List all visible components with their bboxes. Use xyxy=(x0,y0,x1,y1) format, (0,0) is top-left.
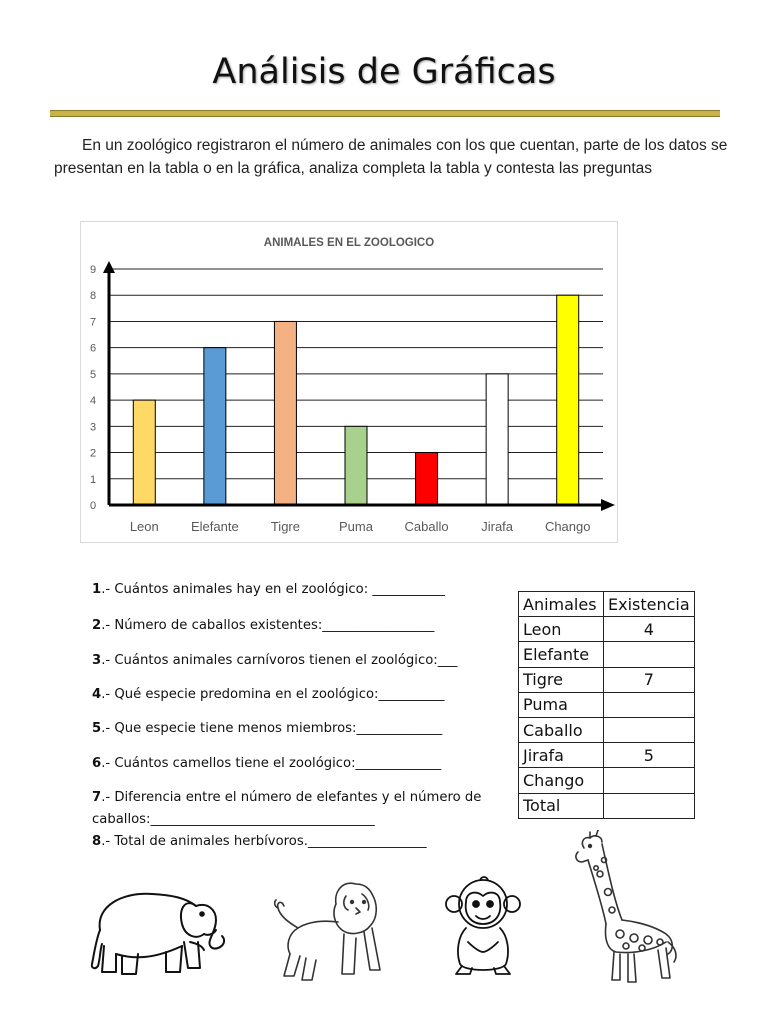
table-cell-count[interactable]: 5 xyxy=(604,743,695,768)
y-tick-label: 9 xyxy=(89,264,97,276)
bar-caballo xyxy=(416,453,438,505)
table-cell-count[interactable] xyxy=(604,768,695,793)
x-tick-label: Caballo xyxy=(404,519,449,534)
table-row xyxy=(519,617,695,642)
question-2 xyxy=(92,618,434,633)
elephant-icon xyxy=(86,884,232,980)
question-7 xyxy=(92,787,497,831)
table-row xyxy=(519,717,695,742)
table-cell-animal: Jirafa xyxy=(519,743,604,768)
question-number: 8 xyxy=(92,834,102,849)
question-text: .- Cuántos animales hay en el zoológico: ___________ xyxy=(101,582,445,597)
question-text: .- Qué especie predomina en el zoológico:__________ xyxy=(101,687,445,702)
title-divider xyxy=(50,110,720,117)
x-tick-label: Puma xyxy=(339,519,373,534)
table-cell-count[interactable] xyxy=(604,642,695,667)
y-tick-label: 0 xyxy=(89,500,97,512)
table-cell-count[interactable] xyxy=(604,692,695,717)
table-cell-animal: Caballo xyxy=(519,717,604,742)
table-cell-animal: Total xyxy=(519,793,604,818)
y-tick-label: 8 xyxy=(89,290,97,303)
x-tick-label: Leon xyxy=(129,519,159,534)
bar-chart-svg xyxy=(81,222,617,542)
question-text: .- Que especie tiene menos miembros:_____________ xyxy=(101,721,443,736)
table-cell-count[interactable] xyxy=(604,717,695,742)
page-title: Análisis de Gráficas xyxy=(212,52,556,92)
y-tick-label: 1 xyxy=(89,473,97,486)
table-cell-animal: Elefante xyxy=(519,642,604,667)
giraffe-icon xyxy=(570,830,686,986)
table-cell-count[interactable] xyxy=(604,793,695,818)
x-tick-label: Tigre xyxy=(270,519,300,534)
y-tick-label: 3 xyxy=(89,421,97,434)
bar-elefante xyxy=(204,348,226,505)
table-row xyxy=(519,743,695,768)
intro-paragraph: En un zoológico registraron el número de animales con los que cuentan, parte de los datos se presentan en la tabla o en la gráfica, analiza completa la tabla y contesta las preguntas xyxy=(54,137,728,177)
question-4 xyxy=(92,687,444,702)
question-number: 1 xyxy=(92,582,102,597)
y-tick-label: 4 xyxy=(89,395,97,408)
chart-title: ANIMALES EN EL ZOOLOGICO xyxy=(263,237,435,249)
monkey-icon xyxy=(440,872,526,980)
table-row xyxy=(519,793,695,818)
question-number: 3 xyxy=(92,653,102,668)
question-1 xyxy=(92,582,445,597)
y-tick-label: 2 xyxy=(89,447,97,460)
bar-puma xyxy=(345,426,367,505)
y-tick-label: 6 xyxy=(89,342,97,355)
bar-jirafa xyxy=(486,374,508,505)
bar-tigre xyxy=(274,321,296,505)
question-6 xyxy=(92,756,441,771)
y-axis-arrow xyxy=(103,261,115,273)
table-header-row xyxy=(519,592,695,617)
question-text: .- Diferencia entre el número de elefantes y el número de caballos:__________________________________ xyxy=(92,790,482,827)
bar-leon xyxy=(133,400,155,505)
question-3 xyxy=(92,653,458,668)
bar-chango xyxy=(557,295,579,505)
table-cell-animal: Leon xyxy=(519,617,604,642)
y-tick-label: 5 xyxy=(89,368,97,381)
lion-icon xyxy=(272,876,398,986)
table-header-animales: Animales xyxy=(519,592,604,617)
question-number: 7 xyxy=(92,790,102,805)
table-cell-count[interactable]: 4 xyxy=(604,617,695,642)
x-tick-label: Jirafa xyxy=(481,519,514,534)
table-cell-animal: Puma xyxy=(519,692,604,717)
question-number: 2 xyxy=(92,618,102,633)
table-row xyxy=(519,667,695,692)
question-number: 6 xyxy=(92,756,102,771)
question-5 xyxy=(92,721,442,736)
question-text: .- Número de caballos existentes:_________________ xyxy=(101,618,435,633)
table-row xyxy=(519,692,695,717)
x-tick-label: Chango xyxy=(544,519,591,534)
question-text: .- Total de animales herbívoros.__________________ xyxy=(101,834,427,849)
table-cell-animal: Tigre xyxy=(519,667,604,692)
inventory-table xyxy=(518,591,695,819)
table-row xyxy=(519,768,695,793)
x-axis-arrow xyxy=(601,499,615,511)
bar-chart xyxy=(80,221,618,543)
x-tick-label: Elefante xyxy=(191,519,239,534)
y-tick-label: 7 xyxy=(89,316,97,329)
question-number: 4 xyxy=(92,687,102,702)
question-text: .- Cuántos animales carnívoros tienen el zoológico:___ xyxy=(101,653,458,668)
table-cell-animal: Chango xyxy=(519,768,604,793)
table-cell-count[interactable]: 7 xyxy=(604,667,695,692)
question-number: 5 xyxy=(92,721,102,736)
question-8 xyxy=(92,834,427,849)
table-row xyxy=(519,642,695,667)
table-header-existencia: Existencia xyxy=(604,592,695,617)
question-text: .- Cuántos camellos tiene el zoológico:_____________ xyxy=(101,756,442,771)
